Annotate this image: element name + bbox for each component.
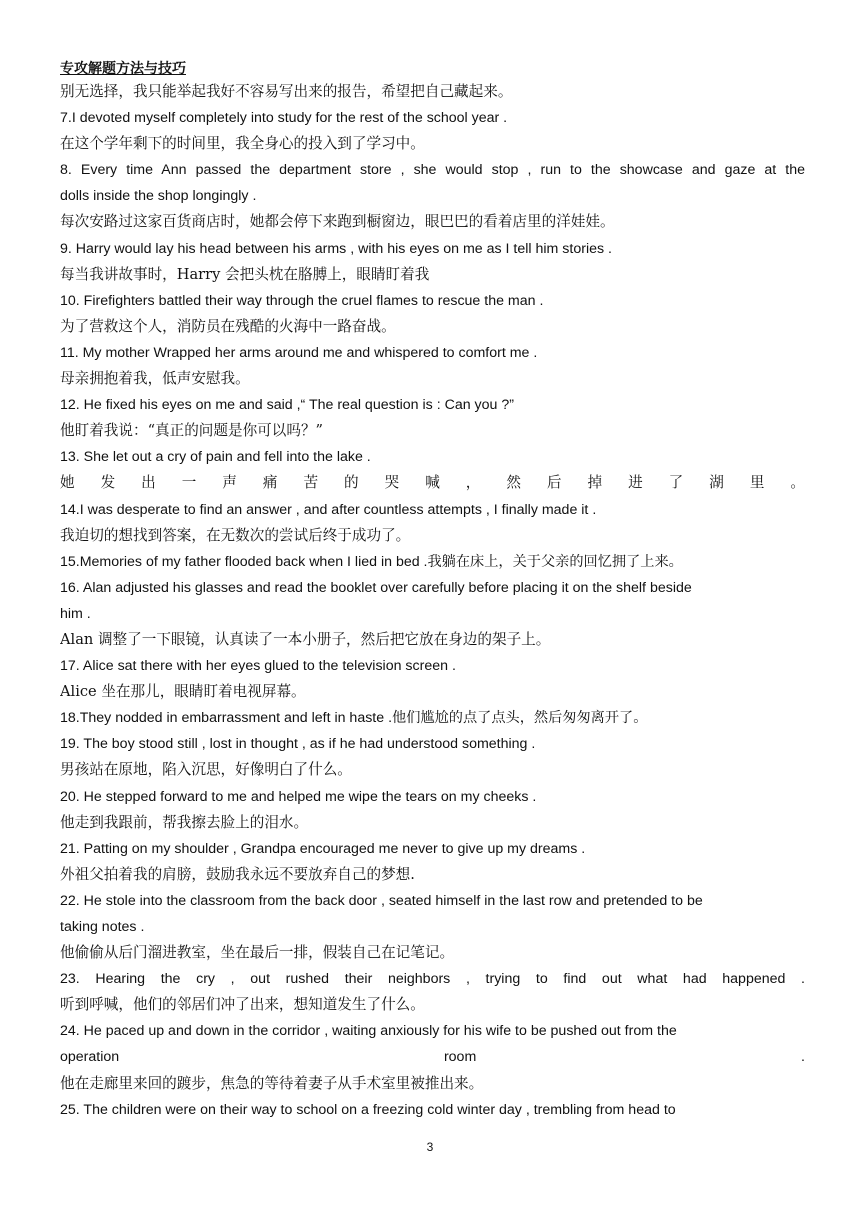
english-sentence-line: 24. He paced up and down in the corridor , waiting anxiously for his wife to be pushed out from the — [60, 1023, 677, 1040]
english-sentence-line: 21. Patting on my shoulder , Grandpa encouraged me never to give up my dreams . — [60, 840, 586, 857]
chinese-translation-line: 他盯着我说：“真正的问题是你可以吗？” — [60, 422, 324, 440]
chinese-translation-line: 外祖父拍着我的肩膀，鼓励我永远不要放弃自己的梦想. — [60, 865, 415, 883]
chinese-translation-line: Alan 调整了一下眼镜，认真读了一本小册子，然后把它放在身边的架子上。 — [60, 630, 551, 648]
chinese-translation-line: 为了营救这个人，消防员在残酷的火海中一路奋战。 — [60, 317, 396, 335]
english-sentence-line: 14.I was desperate to find an answer , and after countless attempts , I finally made it . — [60, 501, 597, 518]
english-sentence-line: 20. He stepped forward to me and helped me wipe the tears on my cheeks . — [60, 788, 537, 805]
chinese-translation-line: Alice 坐在那儿，眼睛盯着电视屏幕。 — [60, 683, 306, 701]
english-sentence-line: 16. Alan adjusted his glasses and read the booklet over carefully before placing it on the shelf beside — [60, 579, 692, 596]
english-sentence-line: 18.They nodded in embarrassment and left in haste .他们尴尬的点了点头，然后匆匆离开了。 — [60, 710, 648, 727]
english-sentence-line: dolls inside the shop longingly . — [60, 188, 257, 205]
english-sentence-line: 15.Memories of my father flooded back when I lied in bed .我躺在床上，关于父亲的回忆拥了上来。 — [60, 553, 683, 570]
chinese-translation-line: 每当我讲故事时，Harry 会把头枕在胳膊上，眼睛盯着我 — [60, 265, 430, 283]
chinese-translation-line: 他在走廊里来回的踱步，焦急的等待着妻子从手术室里被推出来。 — [60, 1074, 484, 1092]
page-number: 3 — [426, 1140, 434, 1154]
chinese-translation-line: 我迫切的想找到答案，在无数次的尝试后终于成功了。 — [60, 526, 411, 544]
english-sentence-line: 17. Alice sat there with her eyes glued to the television screen . — [60, 658, 456, 675]
english-sentence-line: 23. Hearing the cry , out rushed their neighbors , trying to find out what had happened . — [60, 971, 805, 988]
chinese-translation-line: 母亲拥抱着我，低声安慰我。 — [60, 370, 250, 388]
chinese-translation-line: 他走到我跟前，帮我擦去脸上的泪水。 — [60, 813, 309, 831]
chinese-translation-line: 别无选择，我只能举起我好不容易写出来的报告，希望把自己藏起来。 — [60, 83, 513, 100]
chinese-translation-line: 男孩站在原地，陷入沉思，好像明白了什么。 — [60, 761, 352, 779]
section-header: 专攻解题方法与技巧 — [60, 60, 186, 76]
chinese-translation-line: 听到呼喊，他们的邻居们冲了出来，想知道发生了什么。 — [60, 996, 425, 1014]
english-sentence-line: 7.I devoted myself completely into study for the rest of the school year . — [60, 110, 508, 127]
english-sentence-line: 12. He fixed his eyes on me and said ,“ The real question is : Can you ?” — [60, 397, 514, 414]
page-content — [60, 57, 805, 1123]
english-sentence-line: 13. She let out a cry of pain and fell into the lake . — [60, 449, 371, 466]
english-sentence-line: 22. He stole into the classroom from the back door , seated himself in the last row and pretended to be — [60, 892, 703, 909]
english-sentence-line: 19. The boy stood still , lost in thought , as if he had understood something . — [60, 736, 536, 753]
english-sentence-line: 9. Harry would lay his head between his arms , with his eyes on me as I tell him stories . — [60, 240, 612, 257]
english-sentence-line: 25. The children were on their way to school on a freezing cold winter day , trembling from head to — [60, 1101, 676, 1118]
english-sentence-line: operation room . — [60, 1049, 805, 1066]
english-sentence-line: 10. Firefighters battled their way through the cruel flames to rescue the man . — [60, 292, 544, 309]
english-sentence-line: 11. My mother Wrapped her arms around me and whispered to comfort me . — [60, 344, 538, 361]
chinese-translation-line: 每次安路过这家百货商店时，她都会停下来跑到橱窗边，眼巴巴的看着店里的洋娃娃。 — [60, 213, 615, 231]
chinese-translation-line: 在这个学年剩下的时间里，我全身心的投入到了学习中。 — [60, 135, 425, 153]
chinese-translation-line: 他偷偷从后门溜进教室，坐在最后一排，假装自己在记笔记。 — [60, 944, 455, 962]
english-sentence-line: him . — [60, 605, 91, 622]
english-sentence-line: 8. Every time Ann passed the department store , she would stop , run to the showcase and gaze at the — [60, 162, 805, 179]
chinese-translation-line: 她发出一声痛苦的哭喊，然后掉进了湖里。 — [60, 474, 805, 492]
text-lines — [60, 79, 805, 1123]
english-sentence-line: taking notes . — [60, 919, 145, 935]
